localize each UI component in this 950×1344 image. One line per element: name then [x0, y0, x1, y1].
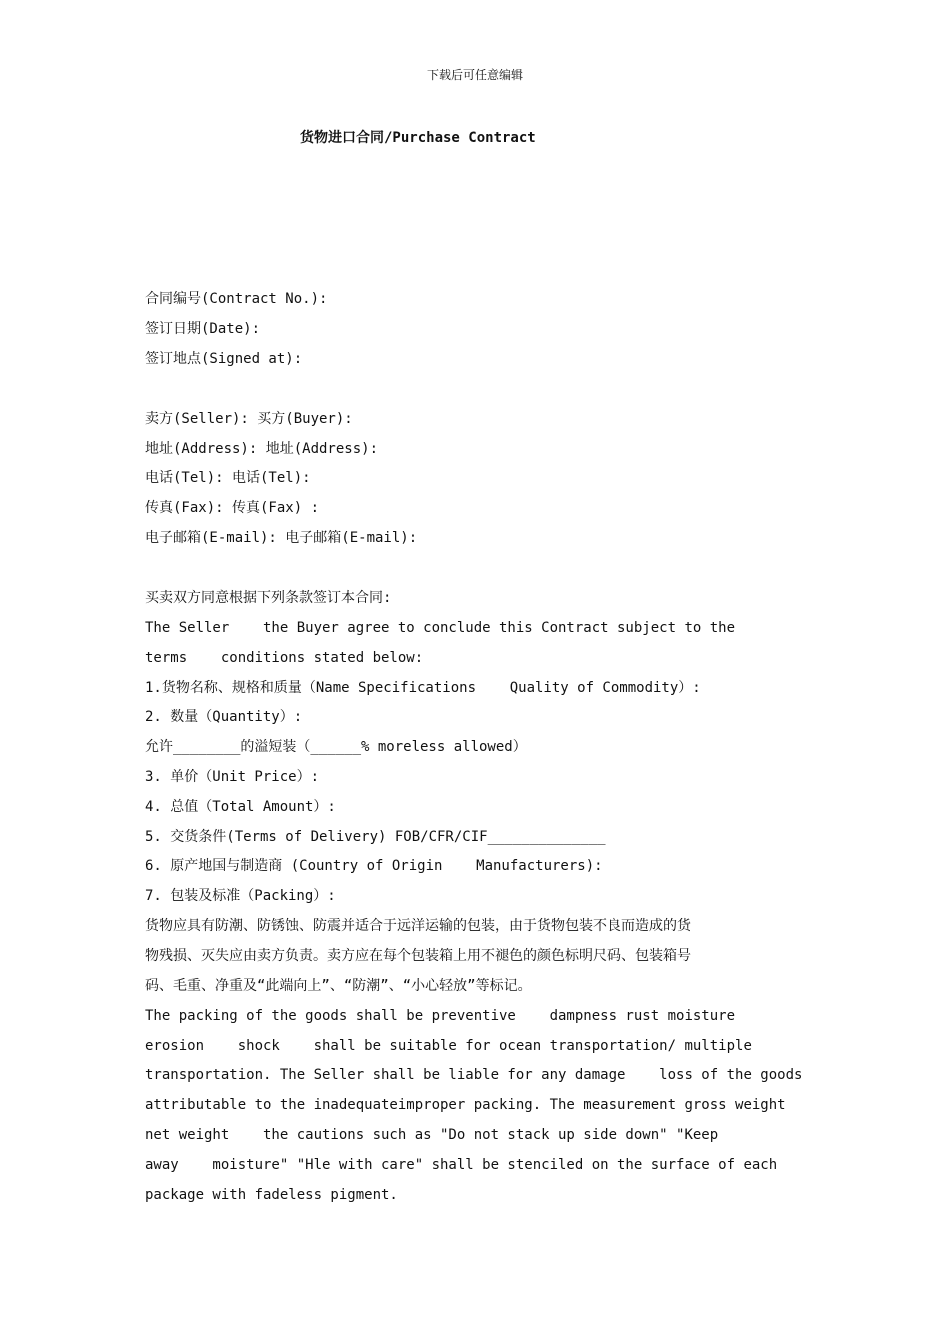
clause-more-less: 允许________的溢短装（______% moreless allowed）: [145, 739, 527, 755]
clause-origin: 6. 原产地国与制造商 (Country of Origin Manufacturers):: [145, 858, 603, 874]
contract-title: 货物进口合同/Purchase Contract: [300, 130, 536, 146]
packing-en-line-3: transportation. The Seller shall be liable for any damage loss of the goods: [145, 1067, 803, 1083]
clause-commodity: 1.货物名称、规格和质量（Name Specifications Quality of Commodity）:: [145, 680, 701, 696]
clause-quantity: 2. 数量（Quantity）:: [145, 709, 303, 725]
email-line: 电子邮箱(E-mail): 电子邮箱(E-mail):: [145, 530, 418, 546]
clause-delivery-terms: 5. 交货条件(Terms of Delivery) FOB/CFR/CIF______________: [145, 829, 606, 845]
packing-en-line-2: erosion shock shall be suitable for ocean transportation/ multiple: [145, 1038, 752, 1054]
telephone-line: 电话(Tel): 电话(Tel):: [145, 470, 311, 486]
agreement-intro-en-line-1: The Seller the Buyer agree to conclude this Contract subject to the: [145, 620, 736, 636]
clause-packing: 7. 包装及标准（Packing）:: [145, 888, 336, 904]
packing-en-line-5: net weight the cautions such as "Do not stack up side down" "Keep: [145, 1127, 719, 1143]
agreement-intro-en-line-2: terms conditions stated below:: [145, 650, 424, 666]
address-line: 地址(Address): 地址(Address):: [145, 441, 379, 457]
signed-place-line: 签订地点(Signed at):: [145, 351, 303, 367]
seller-buyer-line: 卖方(Seller): 买方(Buyer):: [145, 411, 353, 427]
fax-line: 传真(Fax): 传真(Fax) :: [145, 500, 320, 516]
packing-cn-line-1: 货物应具有防潮、防锈蚀、防震并适合于远洋运输的包装，由于货物包装不良而造成的货: [145, 918, 691, 934]
contract-number-line: 合同编号(Contract No.):: [145, 291, 328, 307]
agreement-intro-cn: 买卖双方同意根据下列条款签订本合同:: [145, 590, 392, 606]
header-note: 下载后可任意编辑: [426, 68, 523, 82]
packing-en-line-4: attributable to the inadequateimproper packing. The measurement gross weight: [145, 1097, 786, 1113]
packing-en-line-7: package with fadeless pigment.: [145, 1187, 398, 1203]
packing-cn-line-3: 码、毛重、净重及“此端向上”、“防潮”、“小心轻放”等标记。: [145, 978, 532, 994]
clause-total-amount: 4. 总值（Total Amount）:: [145, 799, 336, 815]
packing-en-line-6: away moisture" "Hle with care" shall be stenciled on the surface of each: [145, 1157, 778, 1173]
signed-date-line: 签订日期(Date):: [145, 321, 261, 337]
packing-cn-line-2: 物残损、灭失应由卖方负责。卖方应在每个包装箱上用不褪色的颜色标明尺码、包装箱号: [145, 948, 691, 964]
packing-en-line-1: The packing of the goods shall be preventive dampness rust moisture: [145, 1008, 736, 1024]
clause-unit-price: 3. 单价（Unit Price）:: [145, 769, 320, 785]
